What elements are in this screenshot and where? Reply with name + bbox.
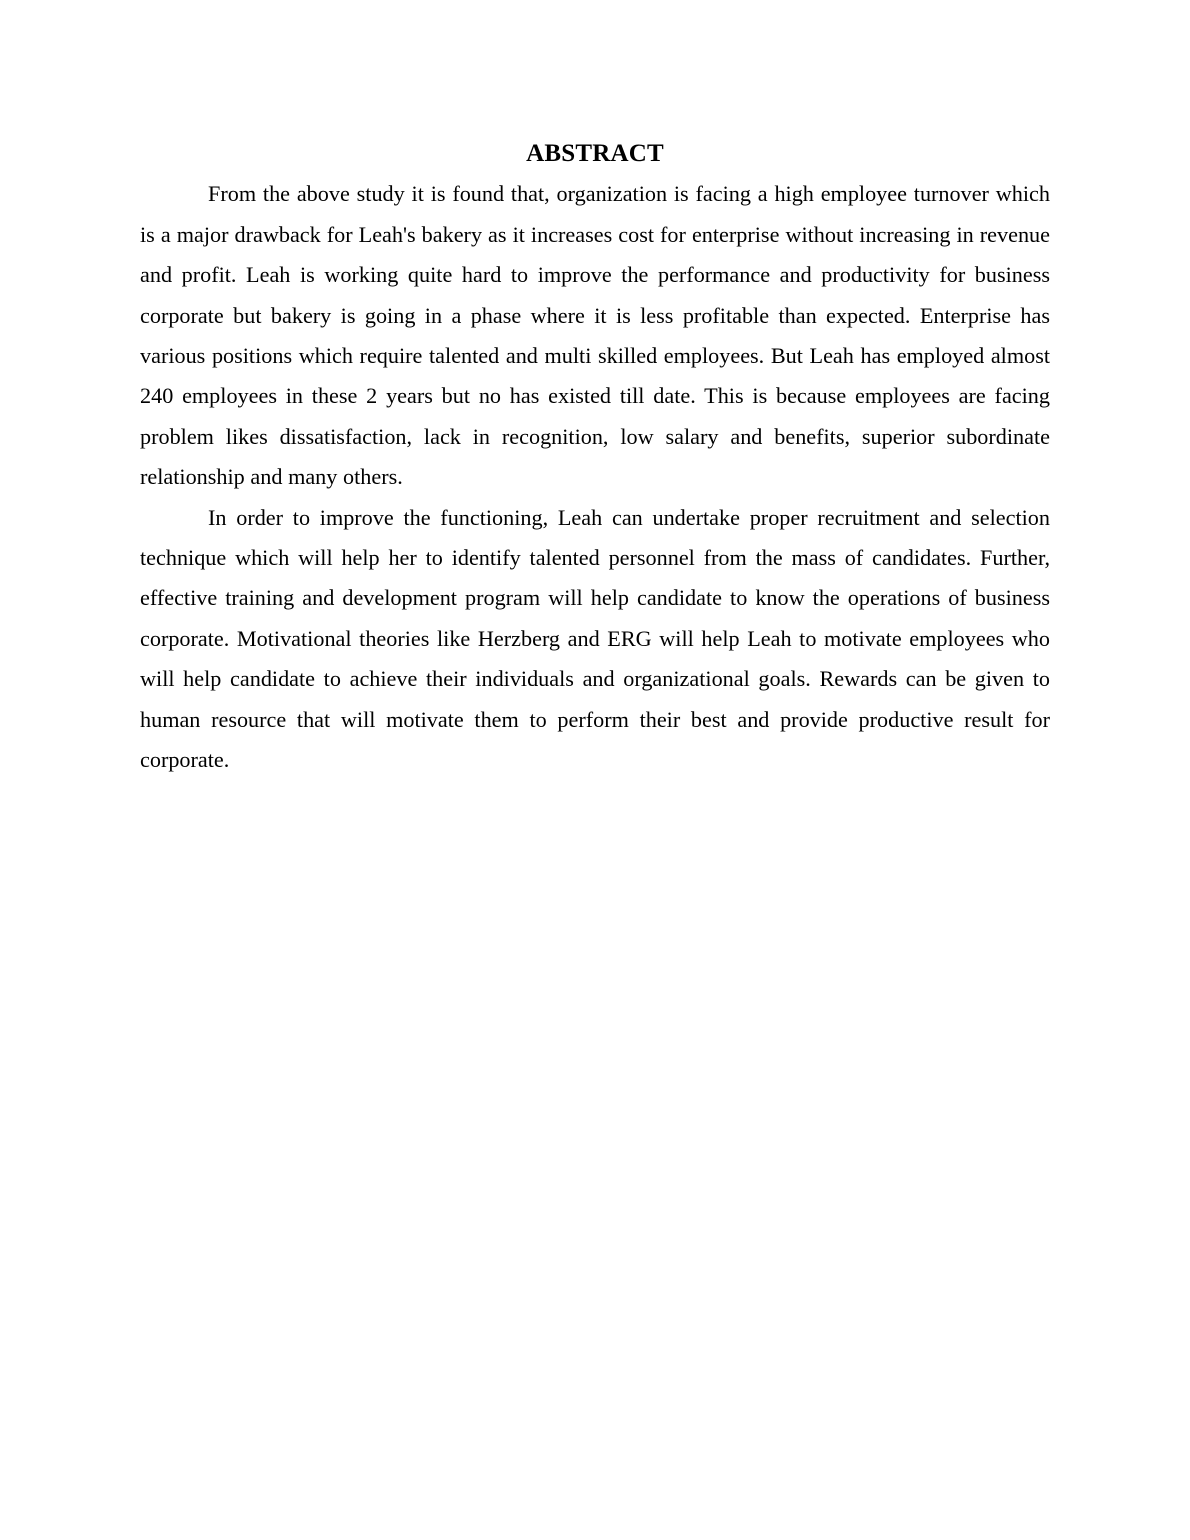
abstract-paragraph-1: From the above study it is found that, organization is facing a high employee turnover which is a major drawback for Leah's bakery as it increases cost for enterprise without increasing in revenue and profit. Leah is working quite hard to improve the performance and productivity for business corporate but bakery is going in a phase where it is less profitable than expected. Enterprise has various positions which require talented and multi skilled employees. But Leah has employed almost 240 employees in these 2 years but no has existed till date. This is because employees are facing problem likes dissatisfaction, lack in recognition, low salary and benefits, superior subordinate relationship and many others.	[140, 181, 1050, 490]
page-title: ABSTRACT	[526, 140, 664, 167]
document-content	[140, 134, 1050, 781]
abstract-paragraph-2: In order to improve the functioning, Leah can undertake proper recruitment and selection technique which will help her to identify talented personnel from the mass of candidates. Further, effective training and development program will help candidate to know the operations of business corporate. Motivational theories like Herzberg and ERG will help Leah to motivate employees who will help candidate to achieve their individuals and organizational goals. Rewards can be given to human resource that will motivate them to perform their best and provide productive result for corporate.	[140, 504, 1050, 773]
